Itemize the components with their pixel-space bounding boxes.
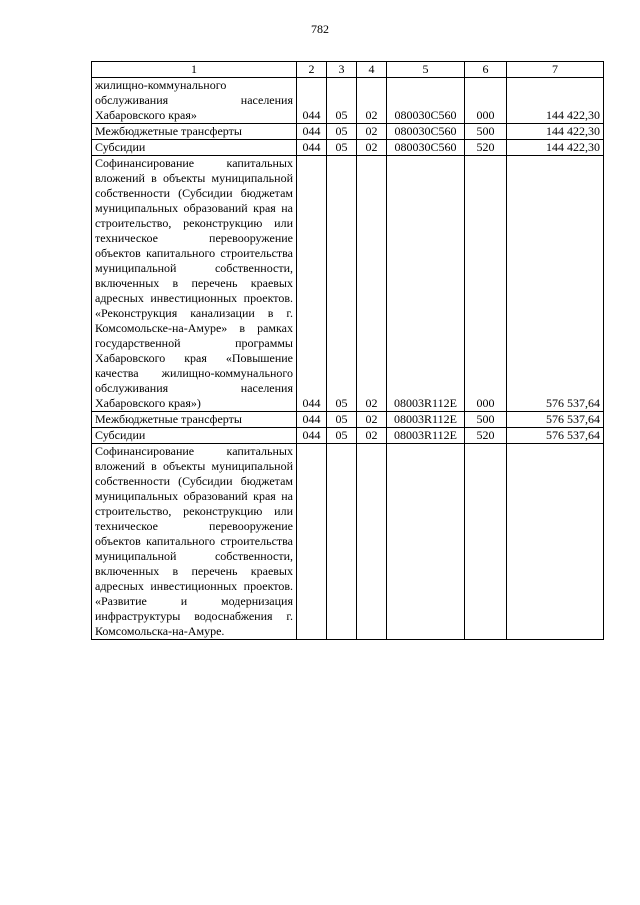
- column-header: 5: [387, 62, 465, 78]
- table-row: [92, 140, 604, 156]
- cell-section: 05: [327, 140, 357, 156]
- table-row: [92, 156, 604, 412]
- cell-target-article: 08003R112E: [387, 156, 465, 412]
- cell-section: 05: [327, 428, 357, 444]
- cell-subsection: 02: [357, 412, 387, 428]
- row-name: Межбюджетные трансферты: [92, 412, 297, 428]
- table-row: [92, 124, 604, 140]
- row-name: Софинансирование капитальных вложений в объекты муниципальной собственности (Субсидии бюджетам муниципальных образований края на строительство, реконструкцию или техническое перевооружение объектов капитального строительства муниципальной собственности, включенных в перечень краевых адресных инвестиционных проектов. «Реконструкция канализации в г. Комсомольске-на-Амуре» в рамках государственной программы Хабаровского края «Повышение качества жилищно-коммунального обслуживания населения Хабаровского края»): [92, 156, 297, 412]
- cell-expense-type: 520: [465, 140, 507, 156]
- table-row: [92, 78, 604, 124]
- row-name: жилищно-коммунального обслуживания населения Хабаровского края»: [92, 78, 297, 124]
- cell-section: 05: [327, 412, 357, 428]
- cell-expense-type: 500: [465, 124, 507, 140]
- cell-amount: 144 422,30: [507, 78, 604, 124]
- cell-ministry-code: 044: [297, 156, 327, 412]
- table-row: [92, 412, 604, 428]
- cell-section: 05: [327, 124, 357, 140]
- cell-subsection: 02: [357, 78, 387, 124]
- cell-ministry-code: 044: [297, 412, 327, 428]
- column-header: 3: [327, 62, 357, 78]
- cell-section: 05: [327, 156, 357, 412]
- row-name: Софинансирование капитальных вложений в объекты муниципальной собственности (Субсидии бюджетам муниципальных образований края на строительство, реконструкцию или техническое перевооружение объектов капитального строительства муниципальной собственности, включенных в перечень краевых адресных инвестиционных проектов. «Развитие и модернизация инфраструктуры водоснабжения г. Комсомольска-на-Амуре.: [92, 444, 297, 640]
- row-name: Субсидии: [92, 428, 297, 444]
- cell-ministry-code: 044: [297, 140, 327, 156]
- table-row: [92, 444, 604, 640]
- cell-amount: 144 422,30: [507, 124, 604, 140]
- cell-subsection: 02: [357, 428, 387, 444]
- cell-target-article: 080030C560: [387, 124, 465, 140]
- cell-amount: 576 537,64: [507, 428, 604, 444]
- column-header: 1: [92, 62, 297, 78]
- header-row: [92, 62, 604, 78]
- cell-ministry-code: 044: [297, 78, 327, 124]
- cell-expense-type: 520: [465, 428, 507, 444]
- cell-section: [327, 444, 357, 640]
- row-name: Субсидии: [92, 140, 297, 156]
- cell-subsection: [357, 444, 387, 640]
- column-header: 4: [357, 62, 387, 78]
- cell-expense-type: 500: [465, 412, 507, 428]
- cell-ministry-code: [297, 444, 327, 640]
- cell-expense-type: [465, 444, 507, 640]
- cell-target-article: 080030C560: [387, 140, 465, 156]
- cell-amount: 576 537,64: [507, 412, 604, 428]
- cell-amount: 144 422,30: [507, 140, 604, 156]
- row-name: Межбюджетные трансферты: [92, 124, 297, 140]
- cell-ministry-code: 044: [297, 428, 327, 444]
- cell-ministry-code: 044: [297, 124, 327, 140]
- page-number: 782: [311, 22, 329, 36]
- cell-target-article: 080030C560: [387, 78, 465, 124]
- table-row: [92, 428, 604, 444]
- cell-amount: 576 537,64: [507, 156, 604, 412]
- column-header: 2: [297, 62, 327, 78]
- cell-expense-type: 000: [465, 156, 507, 412]
- cell-section: 05: [327, 78, 357, 124]
- cell-amount: [507, 444, 604, 640]
- budget-table: [91, 61, 604, 640]
- cell-subsection: 02: [357, 140, 387, 156]
- column-header: 7: [507, 62, 604, 78]
- cell-target-article: 08003R112E: [387, 428, 465, 444]
- column-header: 6: [465, 62, 507, 78]
- cell-target-article: 08003R112E: [387, 412, 465, 428]
- cell-subsection: 02: [357, 156, 387, 412]
- cell-expense-type: 000: [465, 78, 507, 124]
- cell-target-article: [387, 444, 465, 640]
- cell-subsection: 02: [357, 124, 387, 140]
